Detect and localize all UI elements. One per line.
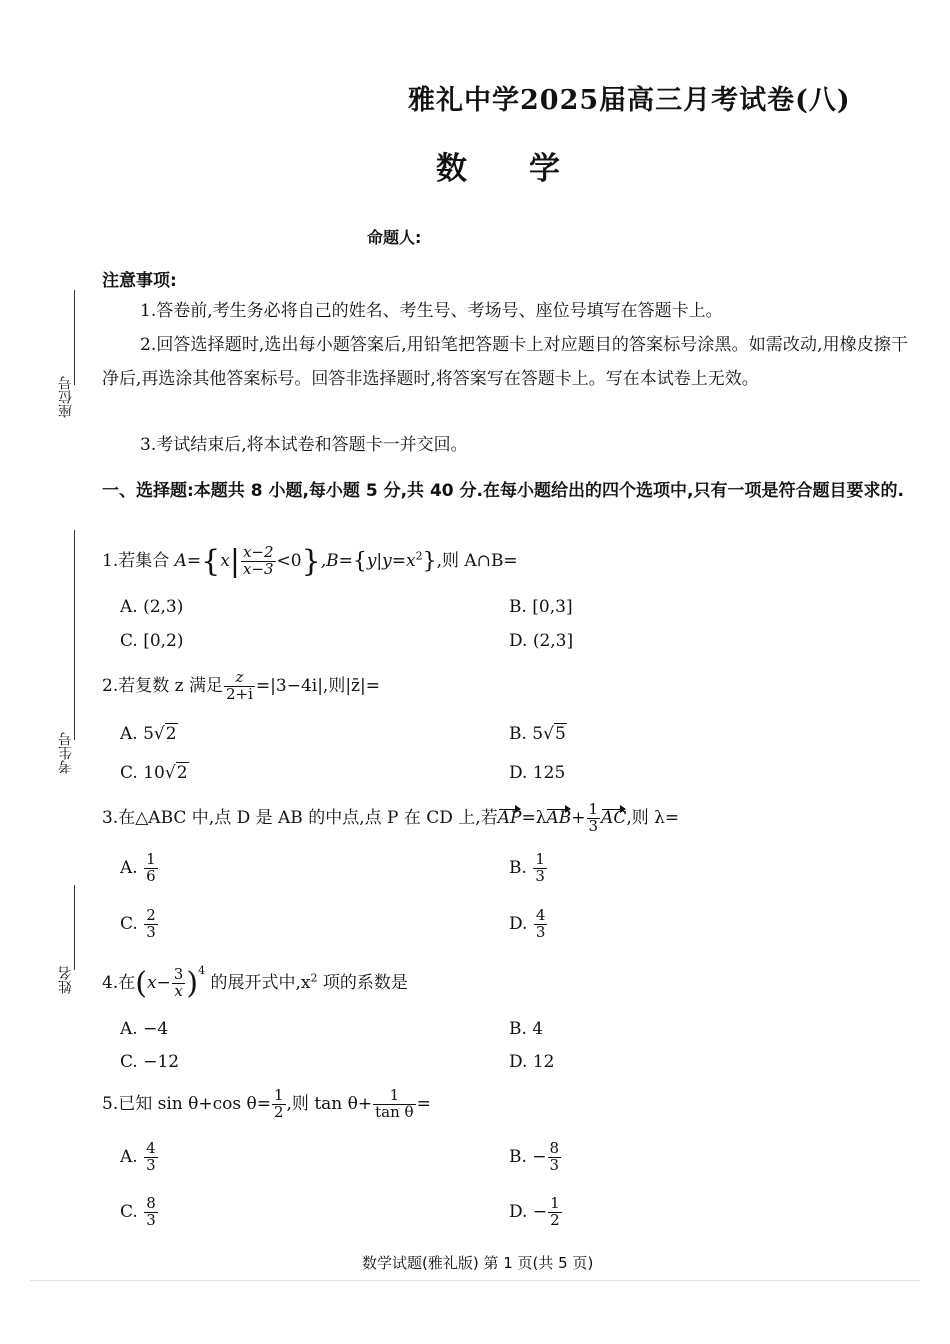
q5-b-lbl: B. − bbox=[509, 1146, 547, 1167]
q3-b-lbl: B. bbox=[509, 857, 527, 878]
notice-item-2: 2.回答选择题时,选出每小题答案后,用铅笔把答题卡上对应题目的答案标号涂黑。如需改动,用橡皮擦干净后,再选涂其他答案标号。回答非选择题时,将答案写在答题卡上。写在本试卷上无效。 bbox=[102, 335, 908, 389]
question-1: 1.若集合 A={x| $\frac{x-2}{x-3}$ $<0\},B=\{y|y=x^2\}$,则 A∩B= bbox=[102, 543, 518, 579]
q3-f-den: 3 bbox=[588, 816, 599, 835]
q5-suffix: = bbox=[416, 1093, 431, 1114]
q3-a-den: 6 bbox=[146, 866, 156, 885]
q1-fraction bbox=[241, 545, 276, 578]
q4-x-minus: x− bbox=[146, 973, 171, 993]
question-3 bbox=[102, 802, 679, 835]
q1-option-c: C. [0,2) bbox=[120, 631, 184, 651]
q5-prefix: 5.已知 sin θ+cos θ= bbox=[102, 1093, 271, 1114]
q1-option-d: D. (2,3] bbox=[509, 631, 574, 651]
name-label: 姓名 bbox=[58, 966, 74, 994]
q4-den: x bbox=[174, 982, 183, 1000]
exam-title: 雅礼中学2025届高三月考试卷(八) bbox=[408, 85, 851, 116]
q1-suffix: ,则 A∩B= bbox=[436, 551, 518, 571]
q3-vector-ac: AC bbox=[601, 807, 627, 828]
q3-prefix: 3.在△ABC 中,点 D 是 AB 的中点,点 P 在 CD 上,若 bbox=[102, 807, 498, 828]
q5-fraction-2 bbox=[373, 1088, 415, 1121]
exam-no-label: 考生号 bbox=[58, 732, 74, 774]
q3-fraction bbox=[587, 802, 601, 835]
q3-vector-ab: AB bbox=[546, 807, 572, 828]
q2-suffix: =|3−4i|,则|z̄|= bbox=[255, 675, 380, 696]
q5-f1-num: 1 bbox=[273, 1086, 284, 1104]
q3-f-num: 1 bbox=[588, 800, 599, 818]
q4-suffix: 项的系数是 bbox=[317, 973, 408, 993]
q3-c-num: 2 bbox=[146, 906, 156, 924]
q4-mid: 的展开式中,x bbox=[205, 973, 311, 993]
q4-option-d: D. 12 bbox=[509, 1052, 555, 1072]
q5-option-a bbox=[120, 1141, 159, 1174]
q5-b-den: 3 bbox=[549, 1155, 560, 1174]
q2-option-b: B. 5√5 bbox=[509, 724, 566, 744]
seat-line bbox=[74, 290, 75, 385]
q2-prefix: 2.若复数 z 满足 bbox=[102, 675, 223, 696]
subject-char-1: 数 bbox=[436, 151, 467, 187]
q1-prefix: 1.若集合 bbox=[102, 551, 175, 571]
q4-option-c: C. −12 bbox=[120, 1052, 180, 1072]
q2-a-rad: 2 bbox=[165, 724, 177, 744]
q2-a-pre: A. 5 bbox=[120, 724, 154, 744]
q3-option-b bbox=[509, 852, 548, 885]
q5-option-b bbox=[509, 1141, 562, 1174]
q4-fraction bbox=[172, 967, 186, 1000]
notice-item-1: 1.答卷前,考生务必将自己的姓名、考生号、考场号、座位号填写在答题卡上。 bbox=[140, 301, 723, 321]
q3-a-num: 1 bbox=[146, 850, 156, 868]
q2-option-d: D. 125 bbox=[509, 763, 566, 783]
notice-item-3: 3.考试结束后,将本试卷和答题卡一并交回。 bbox=[140, 435, 468, 455]
q1-option-a: A. (2,3) bbox=[120, 597, 184, 617]
q5-b-num: 8 bbox=[549, 1139, 560, 1157]
q2-b-rad: 5 bbox=[554, 724, 566, 744]
q3-b-num: 1 bbox=[535, 850, 545, 868]
q4-option-a: A. −4 bbox=[120, 1019, 169, 1039]
q5-c-lbl: C. bbox=[120, 1201, 138, 1222]
q1-sup: 2 bbox=[415, 549, 423, 563]
q2-b-pre: B. 5 bbox=[509, 724, 544, 744]
q3-c-lbl: C. bbox=[120, 913, 138, 934]
q1-x: x bbox=[220, 551, 230, 571]
q5-a-lbl: A. bbox=[120, 1146, 138, 1167]
q1-lt0: <0 bbox=[276, 551, 302, 571]
q2-fraction bbox=[224, 670, 255, 703]
name-line bbox=[74, 885, 75, 970]
subject-title bbox=[436, 143, 560, 188]
q5-f2-den: tan θ bbox=[375, 1102, 414, 1121]
q3-eq: =λ bbox=[521, 807, 547, 828]
q3-option-a bbox=[120, 852, 159, 885]
q5-mid: ,则 tan θ+ bbox=[286, 1093, 373, 1114]
seat-label: 座位号 bbox=[58, 376, 74, 418]
q1-set-b-label: ,B= bbox=[320, 551, 353, 571]
q3-d-den: 3 bbox=[535, 922, 546, 941]
q5-option-d bbox=[509, 1196, 563, 1229]
q5-d-den: 2 bbox=[550, 1210, 560, 1229]
q4-sup: 2 bbox=[310, 971, 318, 985]
q5-a-den: 3 bbox=[146, 1155, 156, 1174]
q2-den: 2+i bbox=[225, 684, 253, 703]
q5-a-num: 4 bbox=[146, 1139, 156, 1157]
q3-plus: + bbox=[571, 807, 586, 828]
q1-num: x−2 bbox=[242, 543, 274, 562]
question-4: 4.在(x− $\frac{3}{x}$ )$^4$ 的展开式中$,x^2$ 项的系数是 bbox=[102, 964, 408, 1001]
q3-b-den: 3 bbox=[535, 866, 545, 885]
footer-divider bbox=[30, 1280, 920, 1281]
q2-option-a: A. 5√2 bbox=[120, 724, 177, 744]
q3-option-d bbox=[509, 908, 548, 941]
q3-d-lbl: D. bbox=[509, 913, 528, 934]
question-2 bbox=[102, 670, 380, 703]
q2-num: z bbox=[224, 670, 255, 687]
page-footer: 数学试题(雅礼版) 第 1 页(共 5 页) bbox=[362, 1254, 594, 1272]
author-label: 命题人: bbox=[367, 228, 422, 247]
subject-char-2: 学 bbox=[529, 151, 560, 187]
q2-c-pre: C. 10 bbox=[120, 763, 165, 783]
q2-option-c: C. 10√2 bbox=[120, 763, 188, 783]
q4-option-b: B. 4 bbox=[509, 1019, 544, 1039]
q3-a-lbl: A. bbox=[120, 857, 138, 878]
question-5 bbox=[102, 1088, 431, 1121]
q4-power: 4 bbox=[198, 964, 206, 977]
q1-set-a-label: A= bbox=[174, 551, 202, 571]
q5-c-num: 8 bbox=[146, 1194, 156, 1212]
q4-num: 3 bbox=[173, 965, 184, 984]
q3-d-num: 4 bbox=[535, 906, 546, 924]
q1-option-b: B. [0,3] bbox=[509, 597, 573, 617]
q3-suffix: ,则 λ= bbox=[626, 807, 680, 828]
q3-c-den: 3 bbox=[146, 922, 156, 941]
q3-option-c bbox=[120, 908, 159, 941]
q5-fraction-1 bbox=[272, 1088, 286, 1121]
q1-den: x−3 bbox=[242, 560, 274, 578]
q5-c-den: 3 bbox=[146, 1210, 156, 1229]
notice-heading: 注意事项: bbox=[102, 271, 177, 291]
q3-vector-ap: AP bbox=[497, 807, 522, 828]
q5-d-num: 1 bbox=[550, 1194, 560, 1212]
q2-c-rad: 2 bbox=[176, 763, 188, 783]
q5-option-c bbox=[120, 1196, 159, 1229]
q4-prefix: 4.在 bbox=[102, 973, 136, 993]
q1-set-b-body: y|y=x bbox=[366, 551, 416, 571]
exam-no-line bbox=[74, 530, 75, 740]
q5-f1-den: 2 bbox=[273, 1102, 284, 1121]
q5-f2-num: 1 bbox=[373, 1088, 415, 1105]
section-heading: 一、选择题:本题共 8 小题,每小题 5 分,共 40 分.在每小题给出的四个选项中,只有一项是符合题目要求的. bbox=[102, 481, 904, 501]
q5-d-lbl: D. − bbox=[509, 1201, 548, 1222]
